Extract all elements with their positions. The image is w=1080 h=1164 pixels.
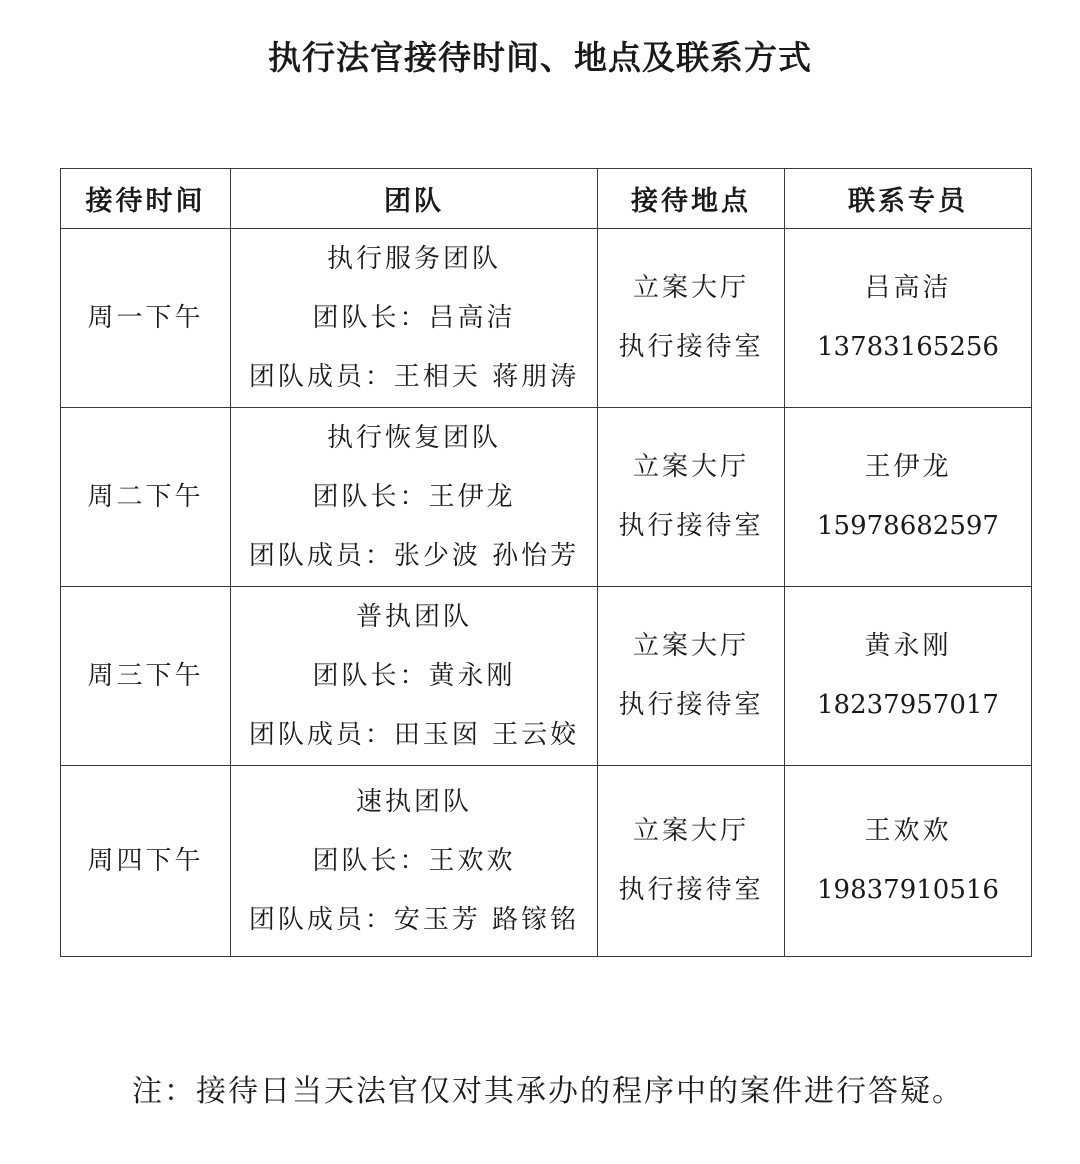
header-reception-location: 接待地点 [598,169,785,229]
team-leader: 团队长：王欢欢 [312,845,516,876]
location-line: 立案大厅 [632,452,749,482]
team-leader: 团队长：王伊龙 [312,481,516,512]
contact-cell [785,408,1032,587]
team-cell [231,587,598,766]
location-line: 执行接待室 [618,332,764,362]
contact-cell [785,229,1032,408]
contact-phone: 13783165256 [817,332,999,362]
team-leader: 团队长：黄永刚 [312,660,516,691]
team-members: 团队成员：安玉芳 路镓铭 [248,904,580,935]
contact-phone: 15978682597 [817,511,999,541]
contact-name: 黄永刚 [864,631,952,661]
contact-name: 王伊龙 [864,452,952,482]
team-name: 速执团队 [355,786,472,817]
contact-phone: 19837910516 [817,875,999,905]
team-cell [231,408,598,587]
team-cell [231,229,598,408]
team-name: 普执团队 [355,601,472,632]
location-line: 立案大厅 [632,631,749,661]
reception-time-cell: 周二下午 [61,408,231,587]
header-team: 团队 [231,169,598,229]
reception-time-cell: 周四下午 [61,766,231,957]
team-name: 执行恢复团队 [326,422,501,453]
contact-phone: 18237957017 [817,690,999,720]
table-row [61,587,1032,766]
location-line: 执行接待室 [618,690,764,720]
header-contact-person: 联系专员 [785,169,1032,229]
contact-name: 吕高洁 [864,273,952,303]
reception-schedule-table [60,168,1032,957]
contact-name: 王欢欢 [864,816,952,846]
location-cell [598,587,785,766]
contact-cell [785,587,1032,766]
location-line: 执行接待室 [618,875,764,905]
table-header-row [61,169,1032,229]
location-cell [598,229,785,408]
page-title: 执行法官接待时间、地点及联系方式 [268,38,812,77]
location-line: 立案大厅 [632,816,749,846]
header-reception-time: 接待时间 [61,169,231,229]
table-row [61,408,1032,587]
team-cell [231,766,598,957]
team-name: 执行服务团队 [326,243,501,274]
team-leader: 团队长：吕高洁 [312,302,516,333]
team-members: 团队成员：王相天 蒋朋涛 [248,361,580,392]
contact-cell [785,766,1032,957]
footnote: 注：接待日当天法官仅对其承办的程序中的案件进行答疑。 [132,1074,964,1109]
table-row [61,766,1032,957]
location-cell [598,408,785,587]
location-line: 执行接待室 [618,511,764,541]
team-members: 团队成员：张少波 孙怡芳 [248,540,580,571]
reception-time-cell: 周一下午 [61,229,231,408]
location-cell [598,766,785,957]
reception-time-cell: 周三下午 [61,587,231,766]
table-row [61,229,1032,408]
location-line: 立案大厅 [632,273,749,303]
team-members: 团队成员：田玉囡 王云姣 [248,719,580,750]
